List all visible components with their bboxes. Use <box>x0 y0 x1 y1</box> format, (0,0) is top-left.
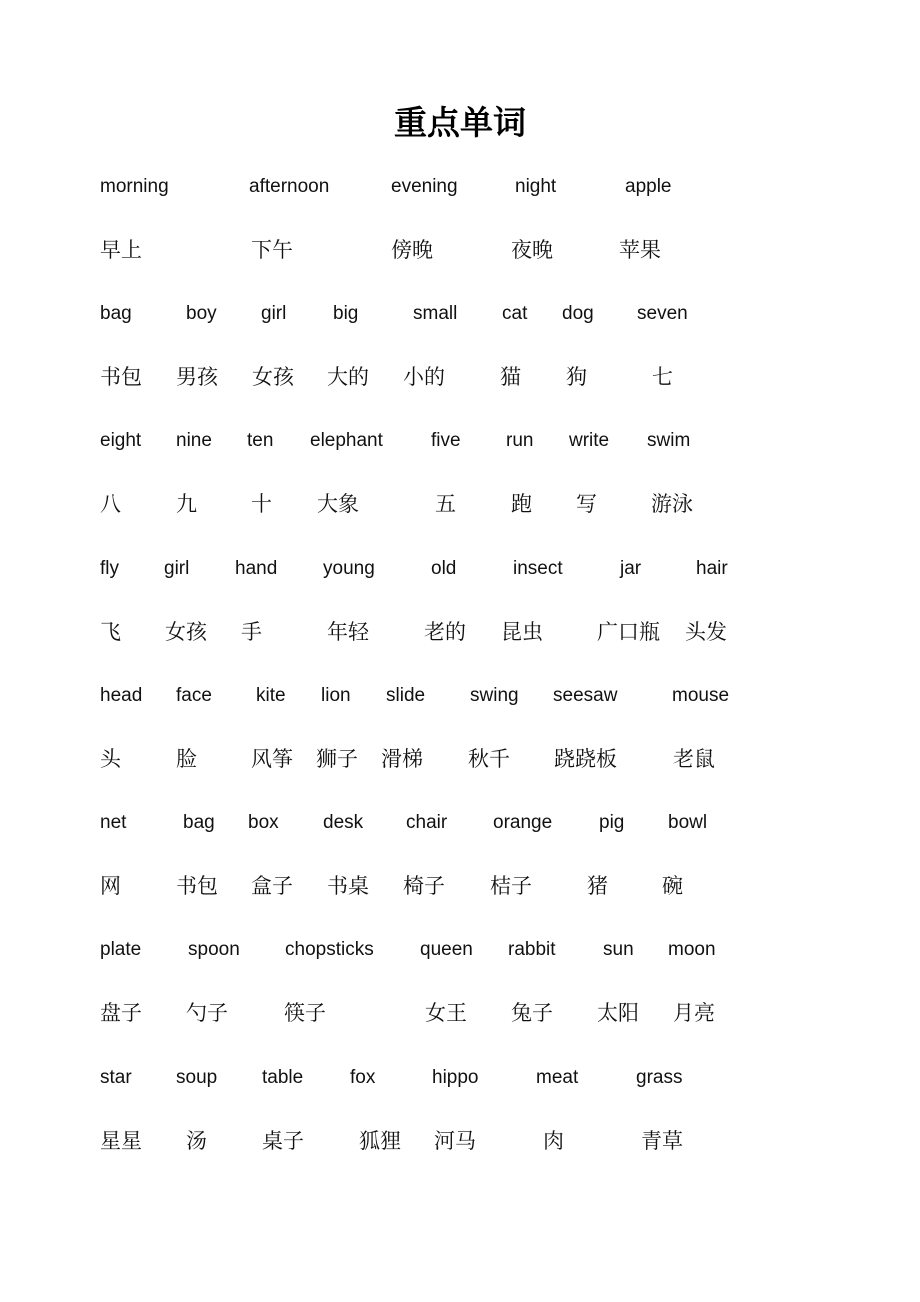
chinese-word: 汤 <box>186 1129 207 1153</box>
english-word: meat <box>536 1067 579 1088</box>
english-word: jar <box>620 558 642 579</box>
english-word: night <box>515 176 557 197</box>
chinese-word: 桔子 <box>490 874 532 898</box>
chinese-word: 兔子 <box>511 1001 553 1025</box>
chinese-word: 头 <box>100 747 121 771</box>
chinese-word-row <box>0 993 920 1033</box>
english-word: hair <box>696 558 728 579</box>
english-word: soup <box>176 1067 218 1088</box>
chinese-word: 年轻 <box>327 620 369 644</box>
chinese-word: 盘子 <box>100 1001 142 1025</box>
chinese-word: 女王 <box>425 1001 467 1025</box>
chinese-word: 十 <box>251 492 272 516</box>
chinese-word: 下午 <box>251 238 293 262</box>
english-word: elephant <box>310 430 383 451</box>
chinese-word: 女孩 <box>165 620 207 644</box>
chinese-word-row <box>0 612 920 652</box>
chinese-word: 肉 <box>543 1129 564 1153</box>
chinese-word-row <box>0 1121 920 1161</box>
chinese-word: 小的 <box>403 365 445 389</box>
english-word: pig <box>599 812 625 833</box>
chinese-word: 女孩 <box>252 365 294 389</box>
english-word: eight <box>100 430 142 451</box>
english-word: rabbit <box>508 939 556 960</box>
english-word: nine <box>176 430 212 451</box>
chinese-word-row <box>0 230 920 270</box>
english-word: chair <box>406 812 448 833</box>
english-word-row <box>0 676 920 716</box>
english-word: run <box>506 430 534 451</box>
chinese-word: 八 <box>100 492 121 516</box>
chinese-word: 椅子 <box>403 874 445 898</box>
english-word: hippo <box>432 1067 479 1088</box>
english-word: head <box>100 685 143 706</box>
chinese-word-row <box>0 739 920 779</box>
chinese-word: 苹果 <box>619 238 661 262</box>
english-word: small <box>413 303 458 324</box>
english-word-row <box>0 1058 920 1098</box>
chinese-word: 狐狸 <box>359 1129 401 1153</box>
chinese-word: 写 <box>576 492 597 516</box>
chinese-word: 手 <box>241 620 262 644</box>
english-word: chopsticks <box>285 939 374 960</box>
chinese-word: 猫 <box>500 365 521 389</box>
chinese-word: 老的 <box>424 620 466 644</box>
english-word: seesaw <box>553 685 618 706</box>
english-word: morning <box>100 176 169 197</box>
chinese-word: 跑 <box>511 492 532 516</box>
english-word: moon <box>668 939 716 960</box>
chinese-word: 太阳 <box>597 1001 639 1025</box>
chinese-word: 书包 <box>176 874 218 898</box>
chinese-word: 大象 <box>317 492 359 516</box>
english-word: lion <box>321 685 351 706</box>
english-word: five <box>431 430 461 451</box>
english-word-row <box>0 421 920 461</box>
english-word: cat <box>502 303 528 324</box>
english-word: box <box>248 812 279 833</box>
chinese-word: 勺子 <box>186 1001 228 1025</box>
english-word: insect <box>513 558 563 579</box>
english-word: grass <box>636 1067 683 1088</box>
english-word: slide <box>386 685 426 706</box>
chinese-word: 飞 <box>100 620 121 644</box>
english-word-row <box>0 803 920 843</box>
english-word-row <box>0 294 920 334</box>
chinese-word-row <box>0 357 920 397</box>
chinese-word: 碗 <box>662 874 683 898</box>
chinese-word: 桌子 <box>262 1129 304 1153</box>
chinese-word: 书桌 <box>327 874 369 898</box>
english-word: desk <box>323 812 364 833</box>
english-word: seven <box>637 303 688 324</box>
english-word: swing <box>470 685 519 706</box>
chinese-word: 昆虫 <box>501 620 543 644</box>
chinese-word-row <box>0 484 920 524</box>
english-word: sun <box>603 939 634 960</box>
english-word: face <box>176 685 212 706</box>
english-word: ten <box>247 430 274 451</box>
english-word: boy <box>186 303 217 324</box>
chinese-word: 书包 <box>100 365 142 389</box>
chinese-word: 跷跷板 <box>554 747 617 771</box>
english-word: fox <box>350 1067 376 1088</box>
english-word-row <box>0 167 920 207</box>
english-word: girl <box>261 303 287 324</box>
chinese-word: 秋千 <box>468 747 510 771</box>
chinese-word: 脸 <box>176 747 197 771</box>
chinese-word: 五 <box>435 492 456 516</box>
english-word: bowl <box>668 812 708 833</box>
english-word: swim <box>647 430 691 451</box>
chinese-word: 大的 <box>327 365 369 389</box>
english-word: fly <box>100 558 119 579</box>
english-word: hand <box>235 558 278 579</box>
english-word: table <box>262 1067 304 1088</box>
english-word: bag <box>100 303 132 324</box>
chinese-word: 夜晚 <box>511 238 553 262</box>
chinese-word: 早上 <box>100 238 142 262</box>
english-word: orange <box>493 812 553 833</box>
english-word: afternoon <box>249 176 330 197</box>
english-word: mouse <box>672 685 730 706</box>
english-word: dog <box>562 303 594 324</box>
chinese-word: 风筝 <box>251 747 293 771</box>
chinese-word: 河马 <box>434 1129 476 1153</box>
english-word: spoon <box>188 939 240 960</box>
english-word: big <box>333 303 359 324</box>
chinese-word: 游泳 <box>651 492 693 516</box>
chinese-word: 广口瓶 <box>597 620 660 644</box>
chinese-word: 星星 <box>100 1129 142 1153</box>
english-word-row <box>0 930 920 970</box>
chinese-word: 九 <box>176 492 197 516</box>
english-word: evening <box>391 176 458 197</box>
english-word: young <box>323 558 375 579</box>
chinese-word: 青草 <box>641 1129 683 1153</box>
page-title: 重点单词 <box>394 103 526 142</box>
chinese-word: 老鼠 <box>673 747 715 771</box>
english-word: bag <box>183 812 215 833</box>
chinese-word: 傍晚 <box>391 238 433 262</box>
english-word: write <box>569 430 610 451</box>
chinese-word: 网 <box>100 874 121 898</box>
english-word: queen <box>420 939 473 960</box>
chinese-word: 头发 <box>685 620 727 644</box>
chinese-word: 月亮 <box>673 1001 715 1025</box>
english-word: old <box>431 558 457 579</box>
chinese-word-row <box>0 866 920 906</box>
chinese-word: 猪 <box>587 874 608 898</box>
english-word: girl <box>164 558 190 579</box>
chinese-word: 狮子 <box>316 747 358 771</box>
english-word: apple <box>625 176 672 197</box>
chinese-word: 男孩 <box>176 365 218 389</box>
english-word: kite <box>256 685 286 706</box>
english-word: plate <box>100 939 142 960</box>
chinese-word: 盒子 <box>251 874 293 898</box>
chinese-word: 狗 <box>566 365 587 389</box>
english-word: star <box>100 1067 132 1088</box>
chinese-word: 滑梯 <box>381 747 423 771</box>
chinese-word: 七 <box>652 365 673 389</box>
english-word-row <box>0 549 920 589</box>
chinese-word: 筷子 <box>284 1001 326 1025</box>
english-word: net <box>100 812 127 833</box>
